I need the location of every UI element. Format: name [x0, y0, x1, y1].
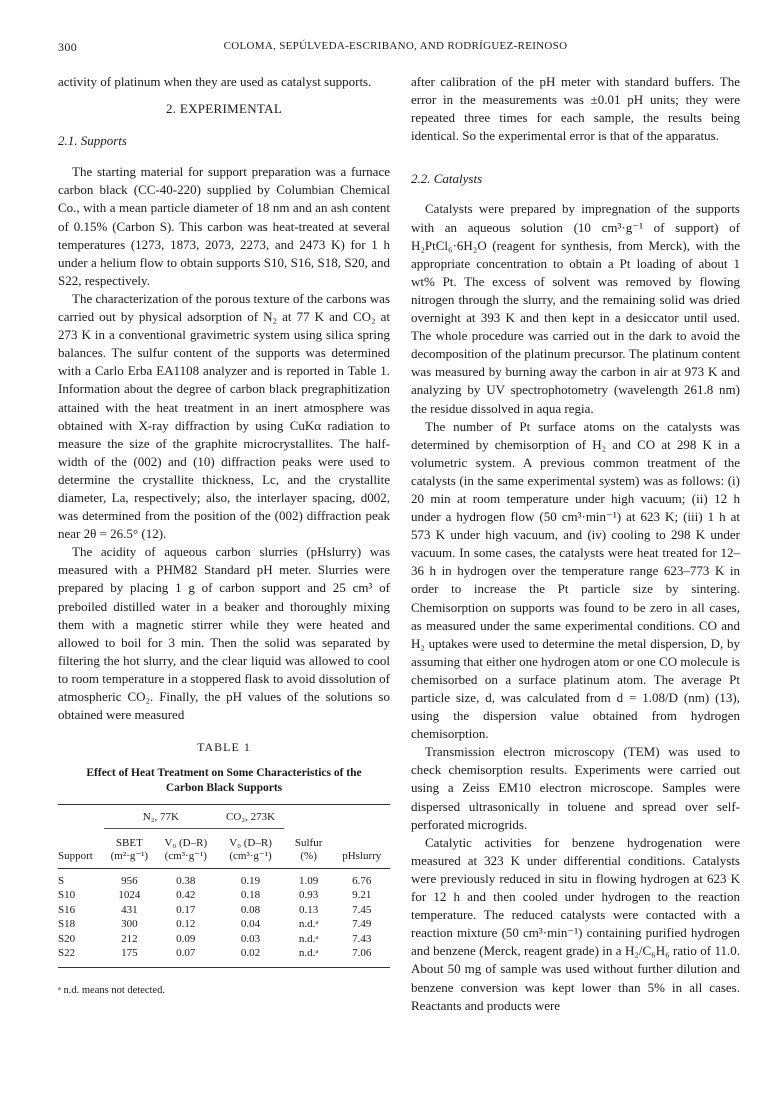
col-v0-co2: V₀ (D–R) (cm³·g⁻¹): [229, 836, 272, 863]
table-cell-v0co2: 0.03: [240, 932, 261, 945]
table-cell-support: S: [58, 874, 65, 887]
table-row: [58, 888, 390, 903]
table-cell-v0co2: 0.18: [240, 889, 261, 902]
col-sulfur: Sulfur (%): [294, 836, 323, 863]
table-cell-sbet: 212: [121, 932, 138, 945]
table-cell-v0co2: 0.02: [240, 947, 261, 960]
table-grid: [58, 804, 390, 968]
table-group-header: [58, 805, 390, 829]
paragraph-catalysts-4: Catalytic activities for benzene hydrogenation were measured at 323 K under differential conditions. Catalysts were previously reduced in situ in flowing hydrogen at 623 K for 12 h and then cooled under hydrogen to the reaction temperature. The reduced catalysts were contacted with a reaction mixture (50 cm³·min⁻¹) containing purified hydrogen and benzene (Merck, reagent grade) in a H₂/C₆H₆ ratio of 11.0. About 50 mg of sample was used without further dilution and benzene conversion was kept lower than 5% in all cases. Reactants and products were: [411, 834, 740, 1013]
table-cell-sulfur: n.d.ᵃ: [298, 932, 319, 945]
table-cell-support: S10: [58, 889, 76, 902]
table-caption: Effect of Heat Treatment on Some Characteristics of the Carbon Black Supports: [86, 767, 362, 795]
table-cell-v0n2: 0.38: [176, 874, 196, 887]
table-1: [58, 738, 390, 1000]
table-cell-support: S22: [58, 947, 76, 960]
left-column: [58, 73, 390, 1000]
col-support: Support: [58, 850, 93, 863]
table-cell-ph: 9.21: [352, 889, 372, 902]
table-cell-support: S20: [58, 932, 76, 945]
table-row: [58, 903, 390, 918]
table-cell-v0n2: 0.42: [176, 889, 196, 902]
table-cell-sulfur: 0.93: [299, 889, 319, 902]
paragraph-catalysts-1: Catalysts were prepared by impregnation of the supports with an aqueous solution (10 cm³·g⁻¹ of support) of H₂PtCl₆·6H₂O (reagent for synthesis, from Merck), with the appropriate concentration to obtain a Pt loading of about 1 wt% Pt. The excess of solvent was removed by flowing nitrogen through the slurry, and the remaining solid was dried overnight at 393 K and then kept in a desiccator until used. The whole procedure was carried out in the dark to avoid the decomposition of the platinum precursor. The platinum content was measured by burning away the carbon in air at 973 K and analyzing by UV spectrophotometry (wavelength 261.8 nm) the residue dissolved in aqua regia.: [411, 201, 740, 416]
table-cell-ph: 7.43: [352, 932, 372, 945]
table-cell-sulfur: n.d.ᵃ: [298, 918, 319, 931]
col-ph: pHslurry: [342, 850, 382, 863]
paragraph-catalysts-2: The number of Pt surface atoms on the catalysts was determined by chemisorption of H₂ and CO at 298 K in a volumetric system. A previous common treatment of the catalysts (in the same experimental system) was as follows: (i) 20 min at room temperature under high vacuum; (ii) 12 h under a hydrogen flow (50 cm³·min⁻¹) at 623 K; (iii) 1 h at 573 K under high vacuum, and (iv) cooling to 298 K under vacuum. In some cases, the catalysts were heat treated for 12–36 h in hydrogen over the temperature range 623–773 K in order to increase the Pt particle size by sintering. Chemisorption on supports was found to be zero in all cases, as measured under the same experimental conditions. CO and H₂ uptakes were used to determine the metal dispersion, D, by assuming that either one hydrogen atom or one CO molecule is chemisorbed on a surface platinum atom. The average Pt particle size, d, was calculated from d = 1.08/D (nm) (13), using the dispersion value obtained from hydrogen chemisorption.: [411, 418, 740, 742]
table-cell-sbet: 431: [121, 903, 138, 916]
table-cell-ph: 7.49: [352, 918, 372, 931]
table-cell-sulfur: 1.09: [299, 874, 319, 887]
table-row: [58, 868, 390, 888]
table-row: [58, 917, 390, 932]
table-cell-sbet: 956: [121, 874, 138, 887]
table-cell-v0co2: 0.19: [240, 874, 261, 887]
intro-text: activity of platinum when they are used as catalyst supports.: [58, 74, 372, 89]
table-cell-v0n2: 0.17: [176, 903, 196, 916]
col-sbet: SBET (m²·g⁻¹): [110, 836, 149, 863]
table-row: [58, 946, 390, 967]
table-cell-v0n2: 0.09: [176, 932, 196, 945]
table-column-header: [58, 828, 390, 868]
paragraph-ph-continued: after calibration of the pH meter with standard buffers. The error in the measurements was ±0.01 pH units; they were repeated three times for each sample, the results being identical. So the experimental error is that of the apparatus.: [411, 74, 740, 144]
right-column: [411, 73, 740, 1015]
table-cell-support: S16: [58, 903, 76, 916]
table-cell-sulfur: n.d.ᵃ: [298, 947, 319, 960]
table-cell-ph: 6.76: [352, 874, 372, 887]
col-v0-n2: V₀ (D–R) (cm³·g⁻¹): [164, 836, 208, 863]
paragraph-supports-3: The acidity of aqueous carbon slurries (pHslurry) was measured with a PHM82 Standard pH meter. Slurries were prepared by placing 1 g of carbon support and 25 cm³ of preboiled distilled water in a beaker and thoroughly mixing them with a magnetic stirrer while they were heated and allowed to boil for 3 min. Then the solid was separated by filtering the hot slurry, and the clear liquid was allowed to cool to room temperature in a stoppered flask to avoid dissolution of atmospheric CO₂. Finally, the pH values of the solutions so obtained were measured: [58, 544, 390, 723]
page-number: 300: [58, 40, 78, 54]
table-footnote: ᵃ n.d. means not detected.: [58, 984, 165, 996]
table-cell-v0n2: 0.07: [176, 947, 196, 960]
table-cell-ph: 7.45: [352, 903, 372, 916]
paragraph-supports-1: The starting material for support preparation was a furnace carbon black (CC-40-220) supplied by Columbian Chemical Co., with a mean particle diameter of 18 nm and an ash content of 0.15% (Carbon S). This carbon was heat-treated at several temperatures (1273, 1873, 2073, 2273, and 2473 K) for 1 h under a helium flow to obtain supports S10, S16, S18, S20, and S22, respectively.: [58, 164, 390, 288]
table-cell-sbet: 300: [121, 918, 138, 931]
table-row: [58, 932, 390, 947]
table-label: TABLE 1: [197, 740, 251, 755]
table-cell-sbet: 1024: [118, 889, 141, 902]
group-n2: N₂, 77K: [104, 805, 217, 829]
table-cell-v0co2: 0.08: [240, 903, 261, 916]
paragraph-supports-2: The characterization of the porous texture of the carbons was carried out by physical adsorption of N₂ at 77 K and CO₂ at 273 K in a conventional gravimetric system using silica spring balances. The sulfur content of the supports was determined with a Carlo Erba EA1108 analyzer and is reported in Table 1. Information about the degree of carbon black pregraphitization attained with the heat treatment in an inert atmosphere was obtained with X-ray diffraction by using CuKα radiation to measure the size of the graphite microcrystallites. The half-width of the (002) and (10) diffraction peaks were used to determine the crystallite thickness, Lc, and the crystallite diameter, La, respectively; also, the interlayer spacing, d002, was determined from the position of the (002) diffraction peak near 2θ = 26.5° (12).: [58, 290, 391, 542]
group-co2: CO₂, 273K: [217, 805, 283, 829]
table-cell-sulfur: 0.13: [299, 903, 319, 916]
table-cell-v0n2: 0.12: [176, 918, 196, 931]
page-header: [58, 40, 733, 58]
subsection-title-catalysts: 2.2. Catalysts: [411, 171, 483, 187]
running-title: COLOMA, SEPÚLVEDA-ESCRIBANO, AND RODRÍGUEZ-REINOSO: [223, 40, 568, 52]
table-cell-ph: 7.06: [352, 947, 372, 960]
subsection-title-supports: 2.1. Supports: [58, 133, 127, 149]
table-cell-sbet: 175: [121, 947, 138, 960]
section-title: 2. EXPERIMENTAL: [165, 101, 283, 117]
paragraph-catalysts-3: Transmission electron microscopy (TEM) was used to check chemisorption results. Experiments were carried out using a Zeiss EM10 electron microscope. Samples were dispersed ultrasonically in toluene and spread over self-perforated microgrids.: [411, 744, 740, 832]
table-cell-v0co2: 0.04: [240, 918, 261, 931]
table-cell-support: S18: [58, 918, 76, 931]
